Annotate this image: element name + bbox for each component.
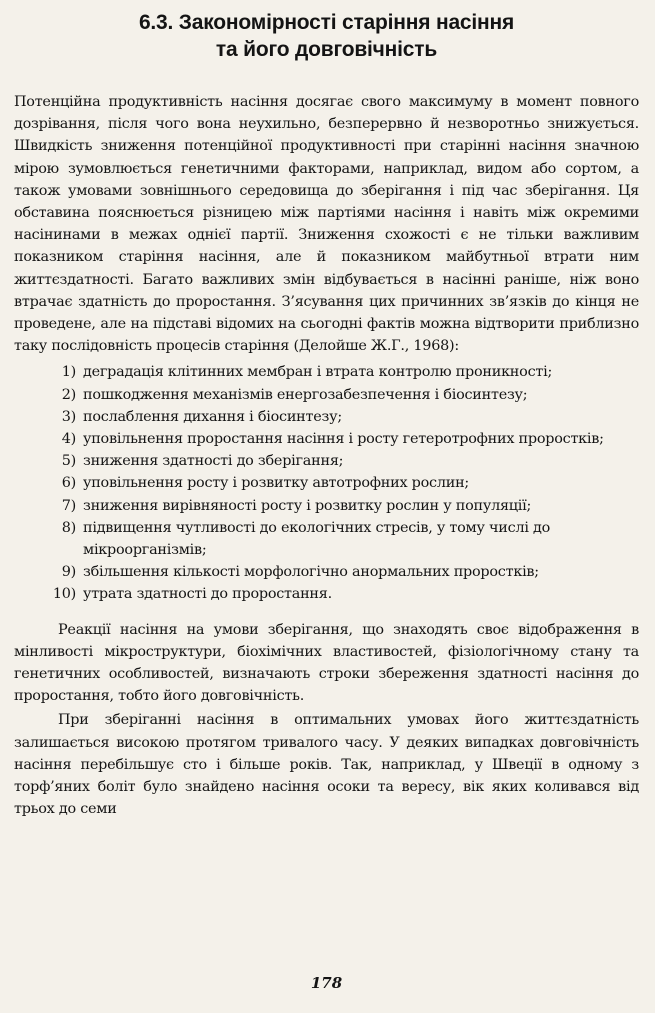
list-item <box>14 561 639 583</box>
book-page <box>14 6 639 1006</box>
list-item-number: 8) <box>61 519 76 536</box>
section-heading-line-1: 6.3. Закономірності старіння насіння <box>138 11 515 34</box>
list-item-text: пошкодження механізмів енергозабезпечення і біосинтезу; <box>83 386 528 403</box>
list-item-number: 9) <box>61 564 76 581</box>
list-item <box>14 450 639 472</box>
list-item-number: 4) <box>61 431 76 448</box>
list-item-number: 3) <box>61 408 76 425</box>
list-item-text: деградація клітинних мембран і втрата контролю проникності; <box>83 364 553 381</box>
list-item-number: 1) <box>61 364 76 381</box>
page-number: 178 <box>310 974 343 992</box>
list-item <box>14 472 639 494</box>
list-item-number: 5) <box>61 453 76 470</box>
list-item-number: 6) <box>61 475 76 492</box>
section-heading <box>14 6 639 63</box>
list-item-text: утрата здатності до проростання. <box>83 586 332 603</box>
list-item-text: зниження вирівняності росту і розвитку рослин у популяції; <box>83 497 532 514</box>
list-item-text: уповільнення росту і розвитку автотрофних рослин; <box>83 475 470 492</box>
list-item <box>14 428 639 450</box>
paragraph-3: При зберіганні насіння в оптимальних умовах його життєздатність залишається високою протягом тривалого часу. У деяких випадках довговічність насіння перебільшує сто і більше років. Так, наприклад, у Швеції в одному з торф’яних боліт було знайдено насіння осоки та вересу, вік яких коливався від трьох до семи <box>14 712 639 818</box>
list-item-number: 2) <box>61 386 76 403</box>
paragraph-2: Реакції насіння на умови зберігання, що знаходять своє відображення в мінливості мікроструктури, біохімічних властивостей, фізіологічному стану та генетичних особливостей, визначають строки збереження здатності насіння до проростання, тобто його довговічність. <box>14 621 639 705</box>
list-item <box>14 406 639 428</box>
list-item-text: послаблення дихання і біосинтезу; <box>83 408 342 425</box>
list-item <box>14 384 639 406</box>
list-item <box>14 517 639 561</box>
list-item-text: підвищення чутливості до екологічних стресів, у тому числі до мікроорганізмів; <box>83 519 551 559</box>
list-item-text: зниження здатності до зберігання; <box>83 453 344 470</box>
list-item <box>14 495 639 517</box>
aging-process-list <box>14 361 639 605</box>
list-item-number: 10) <box>52 586 76 603</box>
paragraph-1: Потенційна продуктивність насіння досягає свого максимуму в момент повного дозрівання, після чого вона неухильно, безперервно й незворотньо знижується. Швидкість зниження потенційної продуктивності при старінні насіння значною мірою зумовлюється генетичними факторами, наприклад, видом або сортом, а також умовами зовнішнього середовища до зберігання і під час зберігання. Ця обставина пояснюється різницею між партіями насіння і навіть між окремими насінинами в межах однієї партії. Зниження схожості є не тільки важливим показником старіння насіння, але й показником майбутньої втрати ним життєздатності. Багато важливих змін відбувається в насінні раніше, ніж воно втрачає здатність до проростання. З’ясування цих причинних зв’язків до кінця не проведене, але на підставі відомих на сьогодні фактів можна відтворити приблизно таку послідовність процесів старіння (Делойше Ж.Г., 1968): <box>14 94 639 355</box>
section-heading-line-2: та його довговічність <box>215 38 438 61</box>
list-item <box>14 583 639 605</box>
list-item <box>14 361 639 383</box>
list-item-number: 7) <box>61 497 76 514</box>
list-item-text: уповільнення проростання насіння і росту гетеротрофних проростків; <box>83 431 604 448</box>
body-text <box>14 91 639 821</box>
list-item-text: збільшення кількості морфологічно анормальних проростків; <box>83 564 539 581</box>
